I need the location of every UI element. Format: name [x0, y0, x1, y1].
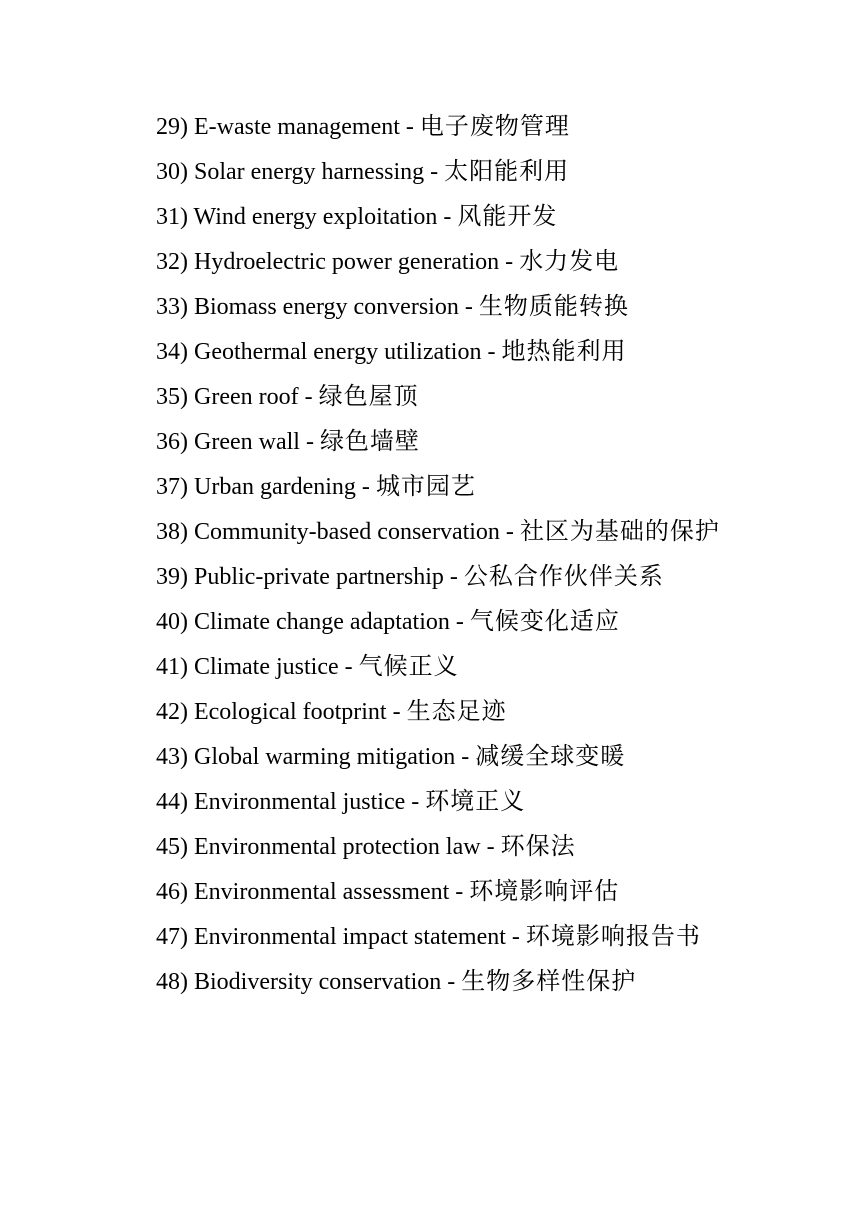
glossary-entry [131, 150, 731, 195]
chinese-translation: 社区为基础的保护 [519, 519, 720, 545]
english-term: 38) Community-based conservation - [156, 519, 520, 545]
english-term: 32) Hydroelectric power generation - [156, 249, 520, 275]
english-term: 44) Environmental justice - [156, 789, 426, 815]
glossary-entry [131, 825, 731, 870]
glossary-entry [131, 780, 731, 825]
english-term: 36) Green wall - [156, 429, 320, 455]
english-term: 47) Environmental impact statement - [156, 924, 526, 950]
chinese-translation: 绿色墙壁 [319, 429, 420, 455]
glossary-entry [131, 105, 731, 150]
english-term: 41) Climate justice - [156, 654, 359, 680]
glossary-entry [131, 555, 731, 600]
english-term: 30) Solar energy harnessing - [156, 159, 445, 185]
english-term: 39) Public-private partnership - [156, 564, 464, 590]
chinese-translation: 环境影响评估 [469, 879, 620, 905]
glossary-entry [131, 645, 731, 690]
chinese-translation: 环境影响报告书 [525, 924, 701, 950]
glossary-entry [131, 915, 731, 960]
glossary-list [131, 105, 731, 1005]
english-term: 43) Global warming mitigation - [156, 744, 476, 770]
chinese-translation: 水力发电 [519, 249, 620, 275]
glossary-entry [131, 375, 731, 420]
english-term: 37) Urban gardening - [156, 474, 376, 500]
english-term: 42) Ecological footprint - [156, 699, 407, 725]
glossary-entry [131, 735, 731, 780]
glossary-entry [131, 285, 731, 330]
chinese-translation: 环境正义 [425, 789, 526, 815]
glossary-entry [131, 330, 731, 375]
glossary-entry [131, 195, 731, 240]
english-term: 33) Biomass energy conversion - [156, 294, 479, 320]
glossary-entry [131, 960, 731, 1005]
english-term: 31) Wind energy exploitation - [156, 204, 458, 230]
chinese-translation: 生物质能转换 [478, 294, 629, 320]
glossary-entry [131, 465, 731, 510]
glossary-entry [131, 420, 731, 465]
english-term: 45) Environmental protection law - [156, 834, 501, 860]
english-term: 29) E-waste management - [156, 114, 420, 140]
glossary-entry [131, 510, 731, 555]
chinese-translation: 气候正义 [358, 654, 459, 680]
glossary-entry [131, 240, 731, 285]
chinese-translation: 地热能利用 [501, 339, 627, 365]
chinese-translation: 生态足迹 [406, 699, 507, 725]
chinese-translation: 气候变化适应 [469, 609, 620, 635]
english-term: 34) Geothermal energy utilization - [156, 339, 502, 365]
chinese-translation: 减缓全球变暖 [475, 744, 626, 770]
chinese-translation: 环保法 [500, 834, 576, 860]
english-term: 46) Environmental assessment - [156, 879, 470, 905]
chinese-translation: 城市园艺 [375, 474, 476, 500]
chinese-translation: 生物多样性保护 [461, 969, 637, 995]
chinese-translation: 风能开发 [457, 204, 558, 230]
english-term: 35) Green roof - [156, 384, 319, 410]
english-term: 48) Biodiversity conservation - [156, 969, 462, 995]
glossary-entry [131, 870, 731, 915]
english-term: 40) Climate change adaptation - [156, 609, 470, 635]
glossary-entry [131, 600, 731, 645]
chinese-translation: 太阳能利用 [444, 159, 570, 185]
chinese-translation: 绿色屋顶 [318, 384, 419, 410]
chinese-translation: 电子废物管理 [419, 114, 570, 140]
glossary-entry [131, 690, 731, 735]
chinese-translation: 公私合作伙伴关系 [463, 564, 664, 590]
